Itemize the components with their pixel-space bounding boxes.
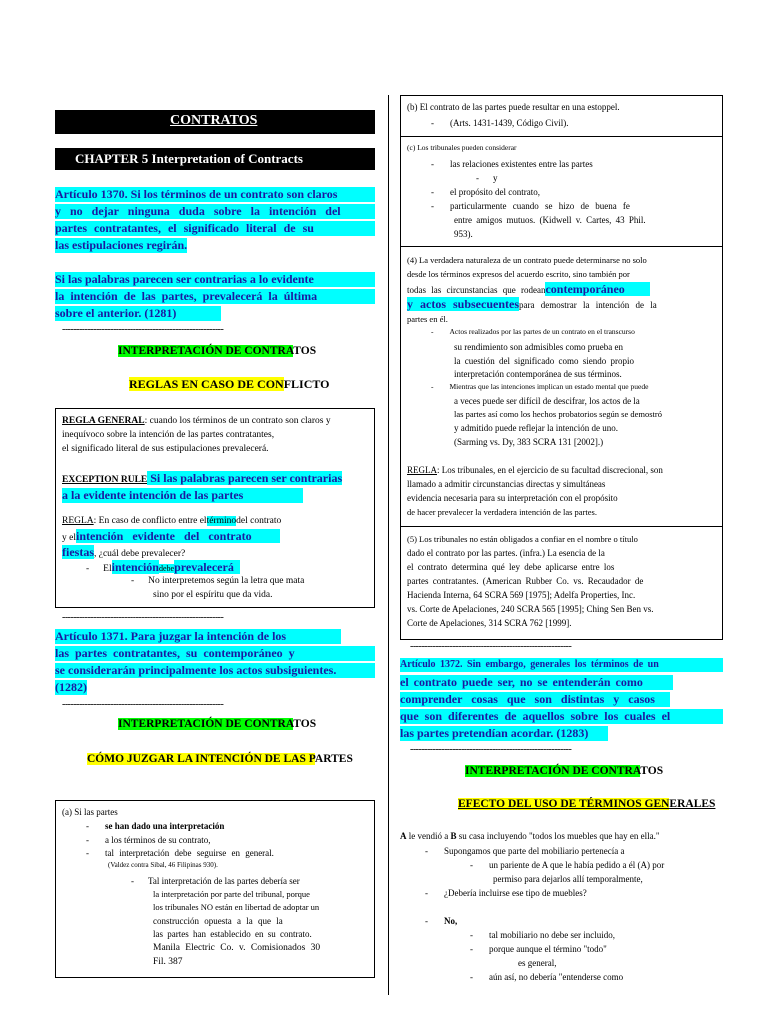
heading-highlight: CÓMO JUZGAR LA INTENCIÓN DE LAS P [87, 753, 315, 765]
bullet: - [431, 118, 434, 128]
box-divider [401, 136, 722, 137]
text-line: su rendimiento son admisibles como prueba en [454, 342, 623, 352]
el-text: El [103, 564, 112, 574]
bullet: - [431, 187, 434, 197]
bullet: - [86, 564, 90, 574]
text: aún así, no debería "entenderse como [489, 972, 624, 982]
bullet: - [131, 876, 134, 886]
no-interp-text: No interpretemos según la letra que mata [148, 576, 305, 586]
text: (Arts. 1431-1439, Código Civil). [450, 118, 569, 128]
title-bar [55, 110, 375, 134]
rules-box [55, 408, 375, 608]
box2-text: se han dado una interpretación [105, 821, 225, 831]
text-line: vs. Corte de Apelaciones, 240 SCRA 565 [1995]; Ching Sen Ben vs. [407, 604, 654, 614]
heading-tail: TOS [293, 345, 317, 357]
text: B [448, 831, 457, 841]
bullet: - [431, 382, 434, 391]
art1372-line: comprender cosas que son distintas y casos [400, 692, 670, 707]
text-line: a veces puede ser difícil de descifrar, los actos de la [454, 396, 640, 406]
box2-text: Tal interpretación de las partes debería ser [148, 876, 300, 886]
divider: --------------------------------------------------------- [62, 324, 224, 335]
regla-line: inequívoco sobre la intención de las partes contratantes, [62, 430, 275, 440]
bullet: - [425, 916, 428, 926]
bullet: - [86, 821, 89, 831]
box2-bullet [86, 847, 274, 859]
highlight: y actos subsecuentes [407, 297, 519, 311]
box2-text: a los términos de su contrato, [105, 835, 211, 845]
bullet: - [86, 835, 89, 845]
bullet: - [470, 860, 473, 870]
bullet: - [86, 848, 89, 858]
bullet-line [470, 929, 615, 941]
divider: --------------------------------------------------------- [410, 641, 572, 652]
text-line: (c) Los tribunales pueden considerar [407, 143, 517, 152]
text: tal mobiliario no debe ser incluido, [489, 930, 615, 940]
text: las relaciones existentes entre las partes [450, 159, 593, 169]
text-line: de hacer prevalecer la verdadera intención de las partes. [407, 507, 597, 517]
divider: --------------------------------------------------------- [410, 744, 572, 755]
fiestas-highlight: fiestas [62, 545, 94, 559]
text: Supongamos que parte del mobiliario pertenecía a [444, 846, 625, 856]
subsection-heading [87, 753, 353, 765]
text: para demostrar la intención de la [519, 300, 657, 310]
divider: --------------------------------------------------------- [62, 612, 224, 623]
art1372-line: Artículo 1372. Sin embargo, generales los términos de un [400, 658, 723, 672]
text-line [407, 464, 663, 476]
bullet-line [425, 887, 587, 899]
regla2-line4 [86, 561, 240, 575]
text-line: Corte de Apelaciones, 314 SCRA 762 [1999]. [407, 618, 572, 628]
bullet-line [431, 186, 540, 198]
text-line [407, 283, 650, 296]
text-line: y admitido puede reflejar la intención de uno. [454, 423, 618, 433]
art1370-line: Artículo 1370. Si los términos de un contrato son claros [55, 187, 375, 202]
art1370-line: partes contratantes, el significado literal de su [55, 221, 375, 236]
chapter-title: CHAPTER 5 Interpretation of Contracts [75, 151, 303, 166]
intencion-highlight: intención evidente del contrato [76, 529, 280, 543]
text: ¿Debería incluirse ese tipo de muebles? [444, 888, 587, 898]
box-divider [401, 526, 722, 527]
box2-text: la interpretación por parte del tribunal, porque [153, 889, 310, 899]
box2-text: las partes han establecido en su contrato. [153, 929, 312, 939]
section-heading [118, 345, 316, 357]
example-line [400, 830, 660, 842]
text-line: entre amigos mutuos. (Kidwell v. Cartes, 43 Phil. [454, 215, 646, 225]
text-line: partes en él. [407, 314, 448, 324]
heading-tail: ARTES [314, 753, 353, 765]
bullet: - [470, 944, 473, 954]
right-box-1 [400, 95, 723, 640]
divider: --------------------------------------------------------- [62, 699, 224, 710]
bullet: - [431, 201, 434, 211]
text-line: las partes así como los hechos probatorios según se demostró [454, 409, 662, 419]
exception-text: a la evidente intención de las partes [62, 488, 303, 503]
bullet-line [470, 943, 607, 955]
text-line: evidencia necesaria para su interpretación con el propósito [407, 493, 618, 503]
text: a [444, 831, 449, 841]
bullet: - [476, 173, 479, 183]
regla2-line2 [62, 530, 280, 544]
text: No, [444, 916, 458, 926]
text: Actos realizados por las partes de un contrato en el transcurso [449, 327, 635, 336]
box2-bullet [86, 820, 224, 832]
regla-label: REGLA [407, 465, 437, 475]
page-title: CONTRATOS [170, 113, 258, 128]
box2-text: Fil. 387 [153, 957, 183, 967]
heading-highlight: REGLAS EN CASO DE CON [129, 377, 284, 391]
regla2-highlight: término [206, 516, 237, 526]
art1370-line: y no dejar ninguna duda sobre la intención del [55, 204, 375, 219]
regla-line: el significado literal de sus estipulaciones prevalecerá. [62, 444, 269, 454]
box2-bullet [86, 834, 210, 846]
regla2-label: REGLA [62, 516, 94, 526]
art1370b-line: Si las palabras parecen ser contrarias a lo evidente [55, 272, 375, 287]
regla2-text: : En caso de conflicto entre el [93, 516, 207, 526]
bullet: - [431, 159, 434, 169]
exception-label: EXCEPTION RULE [62, 475, 148, 485]
box2-text: construcción opuesta a la que la [153, 916, 283, 926]
text-line: es general, [518, 958, 557, 968]
box-divider [401, 246, 722, 247]
heading-tail: TOS [293, 718, 317, 730]
text: su casa incluyendo "todos los muebles que hay en ella." [456, 831, 660, 841]
text-line: (4) La verdadera naturaleza de un contrato puede determinarse no solo [407, 255, 647, 265]
text: : Los tribunales, en el ejercicio de su facultad discrecional, son [437, 465, 663, 475]
text-line: dado el contrato por las partes. (infra.) La esencia de la [407, 548, 605, 558]
bullet-line [431, 381, 648, 393]
exception-text: Si las palabras parecen ser contrarias [147, 471, 343, 485]
debe-highlight: debe [158, 564, 175, 573]
regla2-line3 [62, 546, 185, 560]
bullet: - [470, 930, 473, 940]
box2-text: Manila Electric Co. v. Comisionados 30 [153, 943, 321, 953]
box2-text: tal interpretación debe seguirse en general. [105, 848, 274, 858]
art1370b-line: sobre el anterior. (1281) [55, 306, 221, 321]
text-line: permiso para dejarlos allí temporalmente, [493, 874, 643, 884]
regla-general-text: : cuando los términos de un contrato son claros y [144, 416, 331, 426]
bullet: - [470, 972, 473, 982]
text: todas las circunstancias que rodean [407, 285, 546, 295]
text: le vendió [406, 831, 445, 841]
column-separator [388, 95, 389, 995]
heading-highlight: INTERPRETACIÓN DE CONTRA [465, 765, 641, 777]
bullet-line [470, 971, 623, 983]
bullet: - [425, 846, 428, 856]
art1371-line: se considerarán principalmente los actos subsiguientes. [55, 663, 375, 678]
bullet-line [431, 200, 630, 212]
text-line: desde los términos expresos del acuerdo escrito, sino también por [407, 269, 630, 279]
text-line: el contrato determina qué ley debe aplicarse entre los [407, 562, 615, 572]
chapter-bar [55, 148, 375, 170]
text-line: (5) Los tribunales no están obligados a confiar en el nombre o título [407, 534, 638, 544]
art1371-line: (1282) [55, 680, 87, 694]
bullet-line [425, 915, 457, 927]
regla2-tail: del contrato [236, 516, 282, 526]
cual-text: , ¿cuál debe prevalecer? [94, 549, 186, 559]
text: particularmente cuando se hizo de buena fe [450, 201, 630, 211]
art1372-line: el contrato puede ser, no se entenderán como [400, 675, 673, 690]
art1370b-line: la intención de las partes, prevalecerá la última [55, 289, 375, 304]
box2-bullet [131, 875, 300, 887]
sino-text: sino por el espíritu que da vida. [153, 590, 273, 600]
art1371-line: Artículo 1371. Para juzgar la intención de los [55, 629, 341, 644]
interpretation-box [55, 800, 375, 978]
prevalecera-highlight: prevalecerá [174, 560, 240, 574]
text: un pariente de A que le había pedido a él (A) por [489, 860, 665, 870]
art1370-line: las estipulaciones regirán. [55, 238, 188, 252]
heading-tail: FLICTO [283, 377, 330, 391]
bullet-line [425, 845, 624, 857]
bullet-line [470, 859, 664, 871]
bullet-line [476, 172, 498, 184]
text: porque aunque el término "todo" [489, 944, 607, 954]
text: el propósito del contrato, [450, 187, 540, 197]
heading-highlight: INTERPRETACIÓN DE CONTRA [118, 718, 294, 730]
text-line: (Sarming vs. Dy, 383 SCRA 131 [2002].) [454, 437, 604, 447]
intencion2-highlight: intención [111, 560, 159, 574]
heading-highlight: EFECTO DEL USO DE TÉRMINOS GEN [458, 798, 670, 810]
text-line: Hacienda Interna, 64 SCRA 569 [1975]; Adelfa Properties, Inc. [407, 590, 636, 600]
subsection-heading [129, 378, 330, 390]
text: Mientras que las intenciones implican un estado mental que puede [449, 382, 649, 391]
bullet-line [431, 117, 569, 129]
bullet: - [431, 327, 434, 336]
bullet: - [425, 888, 428, 898]
text-line: llamado a admitir circunstancias directas y simultáneas [407, 479, 606, 489]
text-line: la cuestión del significado como siendo propio [454, 356, 634, 366]
section-heading [465, 765, 663, 777]
art1371-line: las partes contratantes, su contemporáneo y [55, 646, 375, 661]
regla2 [62, 515, 281, 527]
text-line: partes contratantes. (American Rubber Co. vs. Recaudador de [407, 576, 644, 586]
exception-rule [62, 472, 342, 486]
bullet-line [431, 158, 593, 170]
text: y [493, 173, 498, 183]
text-line [407, 298, 657, 311]
text: A [400, 831, 407, 841]
regla2-line5 [131, 575, 304, 587]
y-el: y el [62, 533, 76, 543]
art1372-line: las partes pretendían acordar. (1283) [400, 726, 608, 741]
regla-general [62, 415, 331, 427]
bullet-line [431, 326, 635, 338]
box2-line: (a) Si las partes [62, 807, 118, 817]
highlight: contemporáneo [545, 282, 649, 296]
text-line: interpretación contemporánea de sus términos. [454, 369, 622, 379]
heading-tail: ERALES [669, 798, 716, 810]
text-line: (b) El contrato de las partes puede resultar en una estoppel. [407, 102, 620, 112]
box2-citation: (Valdez contra Sibal, 46 Filipinas 930). [108, 861, 218, 869]
text-line: 953). [454, 229, 473, 239]
bullet: - [131, 576, 135, 586]
regla-general-label: REGLA GENERAL [62, 416, 145, 426]
art1372-line: que son diferentes de aquellos sobre los cuales el [400, 709, 723, 724]
heading-highlight: INTERPRETACIÓN DE CONTRA [118, 345, 294, 357]
subsection-heading [458, 798, 715, 810]
heading-tail: TOS [640, 765, 664, 777]
section-heading [118, 718, 316, 730]
box2-text: los tribunales NO están en libertad de adoptar un [153, 902, 320, 912]
